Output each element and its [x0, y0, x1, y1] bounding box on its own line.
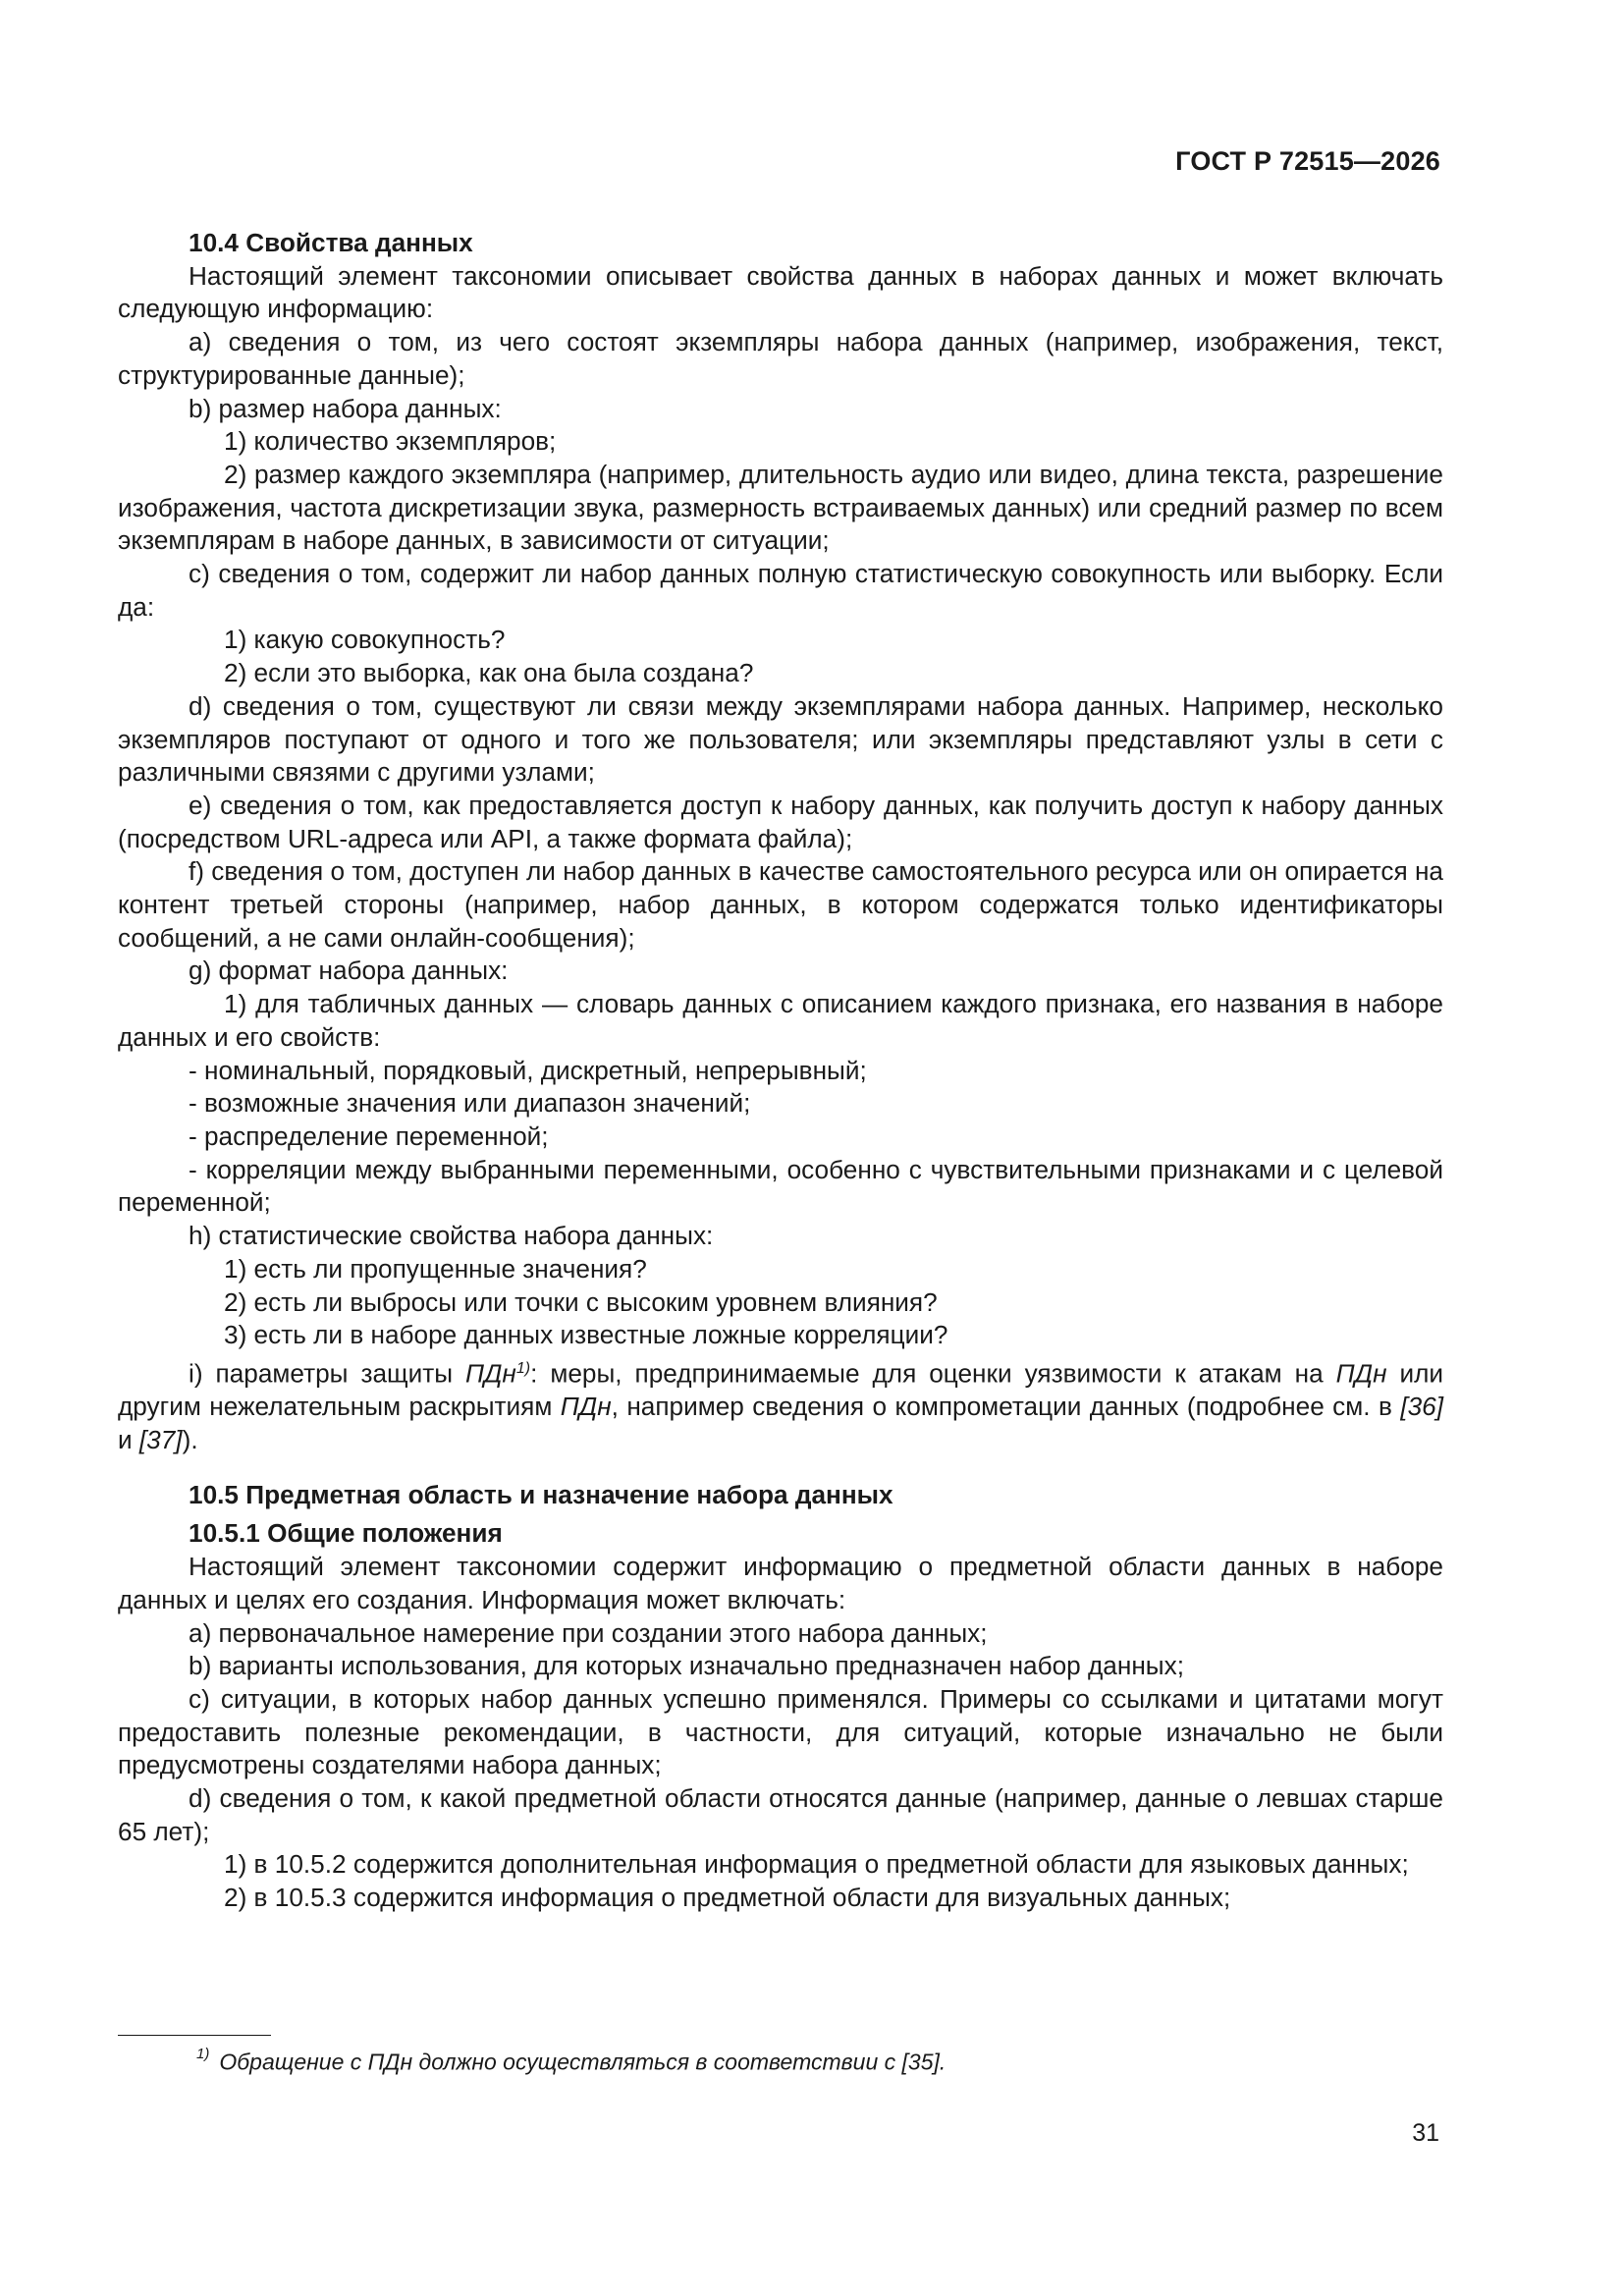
dash-item-1: - номинальный, порядковый, дискретный, непрерывный; — [189, 1055, 867, 1085]
section-heading-10-4: 10.4 Свойства данных — [189, 228, 473, 257]
pdn-term: ПДн — [560, 1392, 612, 1422]
pdn-term: ПДн — [1335, 1358, 1387, 1389]
list-item-g1: 1) для табличных данных — словарь данных с описанием каждого признака, его названия в наборе данных и его свойств: — [118, 989, 1443, 1052]
list-item-b2: 2) размер каждого экземпляра (например, длительность аудио или видео, длина текста, разрешение изображения, частота дискретизации звука, размерность встраиваемых данных) или средний размер по всем экземплярам в наборе данных, в зависимости от ситуации; — [118, 459, 1443, 556]
dash-item-2: - возможные значения или диапазон значений; — [189, 1088, 751, 1119]
dash-item-4: - корреляции между выбранными переменными, особенно с чувствительными признаками и с целевой переменной; — [118, 1154, 1443, 1218]
reference-link[interactable]: [37] — [138, 1425, 183, 1455]
list-item-a: a) сведения о том, из чего состоят экземпляры набора данных (например, изображения, текст, структурированные данные); — [118, 327, 1443, 390]
list-item-d: d) сведения о том, существуют ли связи между экземплярами набора данных. Например, несколько экземпляров поступают от одного и того же пользователя; или экземпляры представляют узлы в сети с различными связями с другими узлами; — [118, 690, 1443, 788]
list-item-h3: 3) есть ли в наборе данных известные ложные корреляции? — [224, 1320, 948, 1350]
document-code-header: ГОСТ Р 72515—2026 — [1175, 146, 1440, 176]
list-item-f: f) сведения о том, доступен ли набор данных в качестве самостоятельного ресурса или он опирается на контент третьей стороны (например, набор данных, в котором содержатся только идентификаторы сообщений, а не сами онлайн-сообщения); — [118, 856, 1443, 953]
footnote-number: 1) — [196, 2046, 210, 2062]
list-item-b1: 1) количество экземпляров; — [224, 426, 557, 457]
list-item-c2: 2) если это выборка, как она была создана? — [224, 658, 754, 688]
section-heading-10-5: 10.5 Предметная область и назначение набора данных — [189, 1479, 893, 1509]
list-item-c: c) сведения о том, содержит ли набор данных полную статистическую совокупность или выборку. Если да: — [118, 559, 1443, 622]
list-item-h: h) статистические свойства набора данных: — [189, 1221, 714, 1251]
list-item-d1: 1) в 10.5.2 содержится дополнительная информация о предметной области для языковых данных; — [224, 1849, 1409, 1880]
subsection-heading-10-5-1: 10.5.1 Общие положения — [189, 1518, 503, 1549]
list-item-a: a) первоначальное намерение при создании этого набора данных; — [189, 1617, 988, 1648]
reference-link[interactable]: [36] — [1400, 1392, 1443, 1422]
footnote — [196, 2046, 947, 2076]
list-item-d2: 2) в 10.5.3 содержится информация о предметной области для визуальных данных; — [224, 1883, 1231, 1913]
list-item-c: c) ситуации, в которых набор данных успешно применялся. Примеры со ссылками и цитатами могут предоставить полезные рекомендации, в частности, для ситуаций, которые изначально не были предусмотрены создателями набора данных; — [118, 1683, 1443, 1780]
list-item-i: i) параметры защиты ПДн$^{1)}$: меры, предпринимаемые для оценки уязвимости к атакам на ПДн или другим нежелательным раскрытиям ПДн, например сведения о компрометации данных (подробнее см. в [36] и [37]). — [118, 1358, 1443, 1455]
page-number: 31 — [1412, 2119, 1439, 2147]
footnote-marker[interactable]: 1) — [515, 1359, 531, 1377]
footnote-text: Обращение с ПДн должно осуществляться в соответствии с [35]. — [219, 2049, 947, 2075]
list-item-e: e) сведения о том, как предоставляется доступ к набору данных, как получить доступ к набору данных (посредством URL-адреса или API, а также формата файла); — [118, 790, 1443, 853]
list-item-g: g) формат набора данных: — [189, 956, 509, 986]
pdn-term: ПДн — [465, 1358, 516, 1389]
paragraph-intro: Настоящий элемент таксономии описывает свойства данных в наборах данных и может включать следующую информацию: — [118, 260, 1443, 324]
list-item-h1: 1) есть ли пропущенные значения? — [224, 1253, 647, 1284]
paragraph-intro-10-5: Настоящий элемент таксономии содержит информацию о предметной области данных в наборе данных и целях его создания. Информация может включать: — [118, 1552, 1443, 1614]
footnote-separator — [118, 2035, 271, 2036]
list-item-b: b) размер набора данных: — [189, 393, 502, 423]
page-body — [118, 227, 1443, 1915]
list-item-h2: 2) есть ли выбросы или точки с высоким уровнем влияния? — [224, 1286, 938, 1317]
list-item-b: b) варианты использования, для которых изначально предназначен набор данных; — [189, 1651, 1184, 1681]
list-item-c1: 1) какую совокупность? — [224, 625, 506, 655]
list-item-d: d) сведения о том, к какой предметной области относятся данные (например, данные о левшах старше 65 лет); — [118, 1783, 1443, 1846]
dash-item-3: - распределение переменной; — [189, 1121, 549, 1151]
